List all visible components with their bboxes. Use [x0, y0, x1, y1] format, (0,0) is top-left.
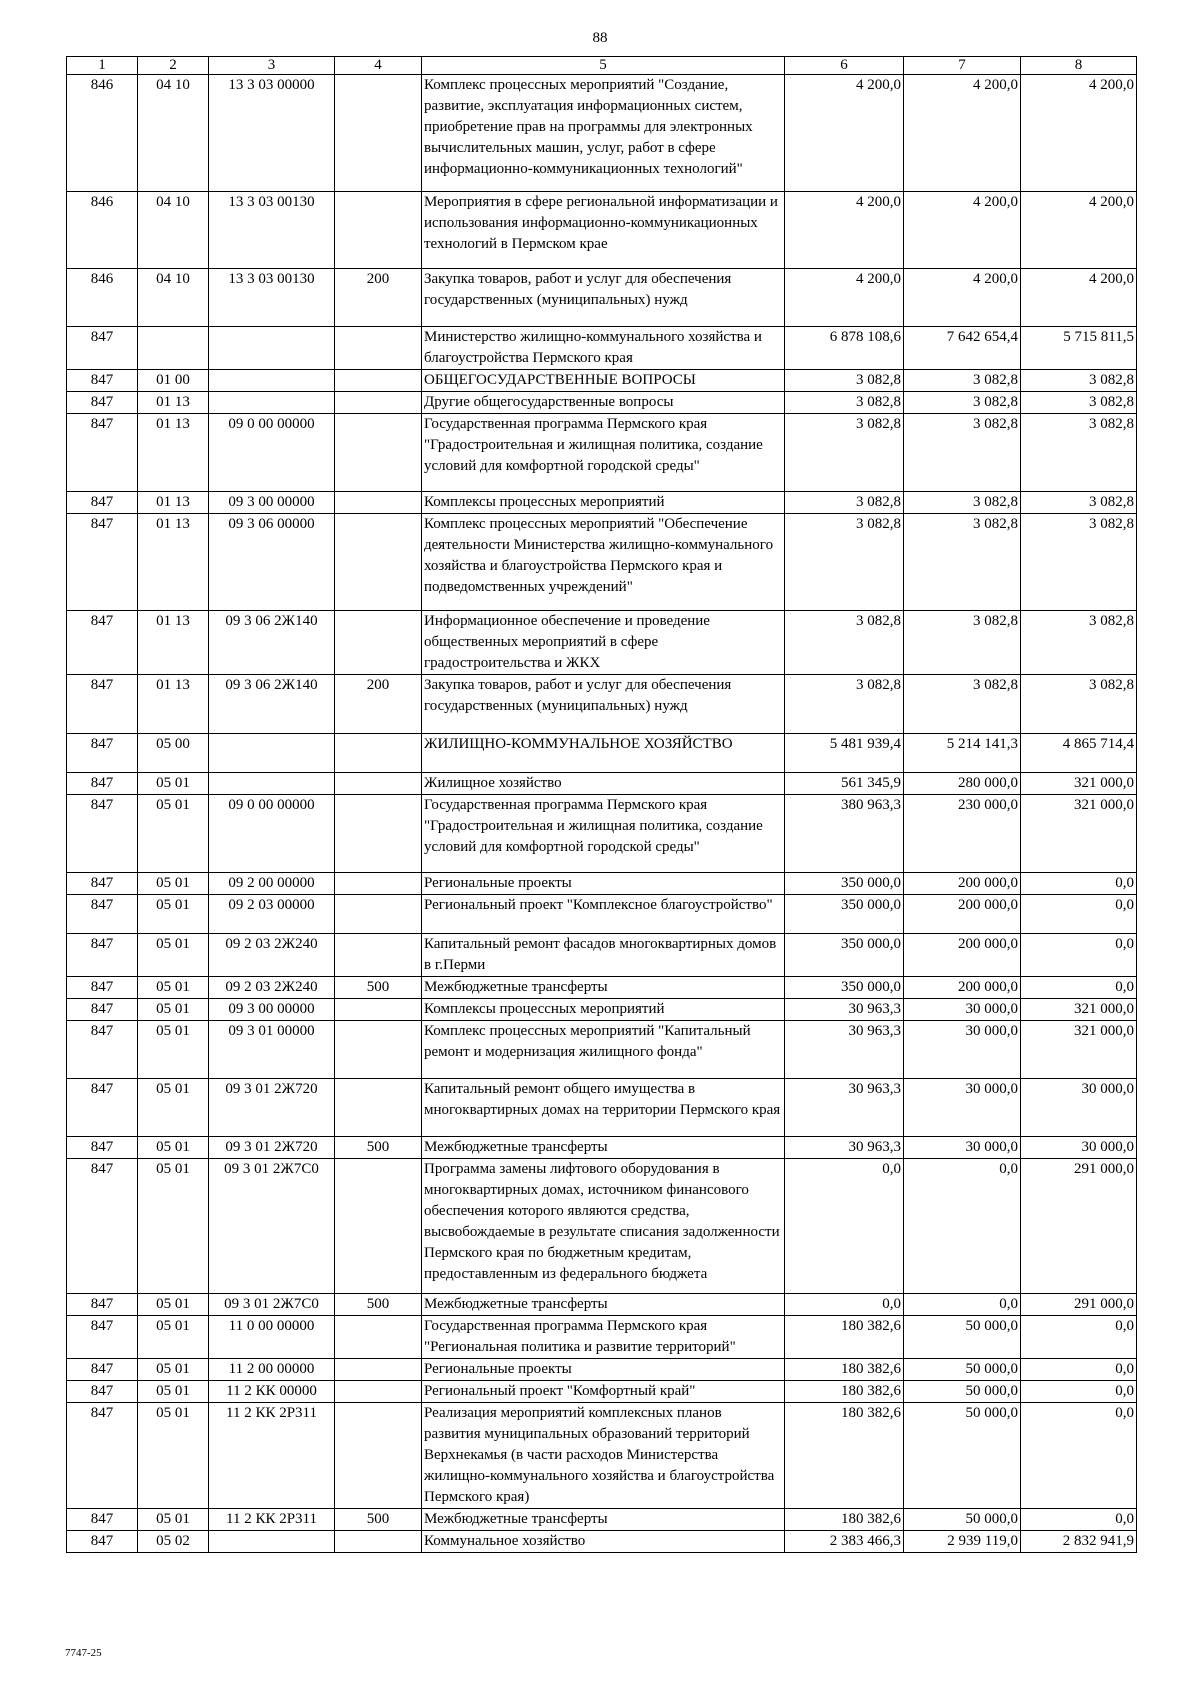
cell-amount-year1: 5 481 939,4 [785, 734, 904, 773]
cell-amount-year3: 4 200,0 [1021, 75, 1137, 192]
cell-ministry-code: 847 [67, 1509, 138, 1531]
cell-amount-year3: 3 082,8 [1021, 675, 1137, 734]
cell-target-article: 09 3 06 2Ж140 [209, 675, 335, 734]
cell-expense-type [335, 75, 422, 192]
cell-ministry-code: 846 [67, 269, 138, 327]
cell-section-code: 05 01 [138, 1381, 209, 1403]
cell-amount-year3: 321 000,0 [1021, 999, 1137, 1021]
cell-amount-year3: 0,0 [1021, 1381, 1137, 1403]
cell-ministry-code: 847 [67, 1403, 138, 1509]
cell-ministry-code: 847 [67, 392, 138, 414]
cell-amount-year3: 3 082,8 [1021, 414, 1137, 492]
cell-amount-year2: 4 200,0 [904, 192, 1021, 269]
cell-amount-year2: 30 000,0 [904, 1137, 1021, 1159]
cell-description: Государственная программа Пермского края "Градостроительная и жилищная политика, создание условий для комфортной городской среды" [422, 795, 785, 873]
cell-target-article [209, 773, 335, 795]
cell-amount-year1: 180 382,6 [785, 1316, 904, 1359]
cell-expense-type [335, 414, 422, 492]
cell-amount-year3: 2 832 941,9 [1021, 1531, 1137, 1553]
table-row [67, 1531, 1137, 1553]
cell-description: Государственная программа Пермского края "Региональная политика и развитие территорий" [422, 1316, 785, 1359]
cell-description: Министерство жилищно-коммунального хозяйства и благоустройства Пермского края [422, 327, 785, 370]
table-row [67, 734, 1137, 773]
table-row [67, 514, 1137, 611]
cell-expense-type [335, 734, 422, 773]
cell-amount-year2: 50 000,0 [904, 1316, 1021, 1359]
cell-amount-year2: 3 082,8 [904, 414, 1021, 492]
table-row [67, 611, 1137, 675]
cell-amount-year2: 3 082,8 [904, 392, 1021, 414]
cell-amount-year3: 30 000,0 [1021, 1079, 1137, 1137]
cell-expense-type [335, 873, 422, 895]
cell-ministry-code: 847 [67, 773, 138, 795]
table-row [67, 1294, 1137, 1316]
cell-amount-year1: 30 963,3 [785, 1079, 904, 1137]
cell-amount-year1: 3 082,8 [785, 414, 904, 492]
cell-description: Капитальный ремонт фасадов многоквартирных домов в г.Перми [422, 934, 785, 977]
header-cell: 7 [904, 57, 1021, 75]
cell-amount-year2: 200 000,0 [904, 934, 1021, 977]
cell-section-code [138, 327, 209, 370]
table-row [67, 269, 1137, 327]
cell-target-article: 13 3 03 00000 [209, 75, 335, 192]
cell-target-article: 09 0 00 00000 [209, 795, 335, 873]
cell-ministry-code: 847 [67, 1316, 138, 1359]
header-cell: 4 [335, 57, 422, 75]
cell-target-article: 11 2 00 00000 [209, 1359, 335, 1381]
table-body [67, 75, 1137, 1553]
table-row [67, 1159, 1137, 1294]
header-cell: 8 [1021, 57, 1137, 75]
table-row [67, 795, 1137, 873]
table-row [67, 327, 1137, 370]
cell-target-article: 11 2 КК 2Р311 [209, 1403, 335, 1509]
cell-section-code: 05 01 [138, 1509, 209, 1531]
header-row [67, 57, 1137, 75]
cell-description: Комплекс процессных мероприятий "Капитальный ремонт и модернизация жилищного фонда" [422, 1021, 785, 1079]
cell-target-article: 11 2 КК 00000 [209, 1381, 335, 1403]
cell-section-code: 05 01 [138, 934, 209, 977]
cell-expense-type [335, 1079, 422, 1137]
cell-amount-year2: 50 000,0 [904, 1403, 1021, 1509]
cell-amount-year3: 3 082,8 [1021, 514, 1137, 611]
cell-expense-type: 200 [335, 269, 422, 327]
header-cell: 6 [785, 57, 904, 75]
cell-amount-year3: 0,0 [1021, 1509, 1137, 1531]
cell-ministry-code: 847 [67, 1359, 138, 1381]
cell-target-article: 09 3 00 00000 [209, 492, 335, 514]
cell-amount-year3: 5 715 811,5 [1021, 327, 1137, 370]
cell-expense-type [335, 773, 422, 795]
cell-section-code: 04 10 [138, 269, 209, 327]
cell-amount-year3: 0,0 [1021, 873, 1137, 895]
cell-target-article: 09 3 01 2Ж7С0 [209, 1159, 335, 1294]
table-row [67, 773, 1137, 795]
table-row [67, 895, 1137, 934]
cell-description: Межбюджетные трансферты [422, 1509, 785, 1531]
table-row [67, 75, 1137, 192]
cell-amount-year3: 321 000,0 [1021, 795, 1137, 873]
cell-amount-year2: 7 642 654,4 [904, 327, 1021, 370]
cell-ministry-code: 846 [67, 192, 138, 269]
cell-section-code: 05 01 [138, 1137, 209, 1159]
cell-description: Региональный проект "Комплексное благоустройство" [422, 895, 785, 934]
page-number: 88 [592, 30, 608, 46]
cell-section-code: 05 00 [138, 734, 209, 773]
table-row [67, 1316, 1137, 1359]
cell-amount-year3: 3 082,8 [1021, 392, 1137, 414]
cell-section-code: 05 01 [138, 977, 209, 999]
cell-amount-year3: 3 082,8 [1021, 370, 1137, 392]
cell-section-code: 05 01 [138, 795, 209, 873]
table-row [67, 1359, 1137, 1381]
cell-amount-year1: 180 382,6 [785, 1381, 904, 1403]
cell-section-code: 05 01 [138, 999, 209, 1021]
cell-description: Региональные проекты [422, 1359, 785, 1381]
cell-expense-type [335, 1159, 422, 1294]
cell-amount-year1: 350 000,0 [785, 873, 904, 895]
cell-amount-year2: 0,0 [904, 1159, 1021, 1294]
cell-section-code: 05 01 [138, 1403, 209, 1509]
cell-target-article: 09 2 03 2Ж240 [209, 934, 335, 977]
cell-amount-year2: 30 000,0 [904, 999, 1021, 1021]
cell-description: Комплекс процессных мероприятий "Создание, развитие, эксплуатация информационных систем, приобретение прав на программы для электронных вычислительных машин, услуг, работ в сфере информационно-коммуникационных технологий" [422, 75, 785, 192]
cell-section-code: 05 01 [138, 895, 209, 934]
cell-expense-type: 500 [335, 1137, 422, 1159]
cell-section-code: 01 00 [138, 370, 209, 392]
table-row [67, 999, 1137, 1021]
cell-amount-year1: 4 200,0 [785, 75, 904, 192]
cell-amount-year2: 230 000,0 [904, 795, 1021, 873]
cell-section-code: 04 10 [138, 75, 209, 192]
table-row [67, 370, 1137, 392]
cell-amount-year2: 3 082,8 [904, 514, 1021, 611]
cell-target-article: 09 2 03 2Ж240 [209, 977, 335, 999]
cell-expense-type [335, 370, 422, 392]
cell-expense-type [335, 1381, 422, 1403]
cell-description: Программа замены лифтового оборудования в многоквартирных домах, источником финансового обеспечения которого являются средства, высвобождаемые в результате списания задолженности Пермского края по бюджетным кредитам, предоставленным из федерального бюджета [422, 1159, 785, 1294]
table-row [67, 1381, 1137, 1403]
cell-target-article: 09 2 00 00000 [209, 873, 335, 895]
cell-section-code: 01 13 [138, 611, 209, 675]
cell-target-article: 09 3 06 2Ж140 [209, 611, 335, 675]
cell-expense-type [335, 192, 422, 269]
cell-description: Другие общегосударственные вопросы [422, 392, 785, 414]
table-row [67, 192, 1137, 269]
cell-amount-year2: 280 000,0 [904, 773, 1021, 795]
cell-expense-type [335, 492, 422, 514]
cell-expense-type [335, 1359, 422, 1381]
cell-description: Закупка товаров, работ и услуг для обеспечения государственных (муниципальных) нужд [422, 269, 785, 327]
cell-section-code: 05 02 [138, 1531, 209, 1553]
cell-target-article: 13 3 03 00130 [209, 192, 335, 269]
cell-expense-type [335, 327, 422, 370]
cell-description: Закупка товаров, работ и услуг для обеспечения государственных (муниципальных) нужд [422, 675, 785, 734]
cell-amount-year2: 4 200,0 [904, 75, 1021, 192]
cell-target-article: 13 3 03 00130 [209, 269, 335, 327]
cell-section-code: 05 01 [138, 1159, 209, 1294]
cell-section-code: 01 13 [138, 492, 209, 514]
cell-amount-year1: 350 000,0 [785, 934, 904, 977]
cell-amount-year1: 4 200,0 [785, 192, 904, 269]
cell-amount-year2: 3 082,8 [904, 611, 1021, 675]
cell-target-article: 09 0 00 00000 [209, 414, 335, 492]
cell-description: Жилищное хозяйство [422, 773, 785, 795]
cell-target-article: 11 0 00 00000 [209, 1316, 335, 1359]
cell-description: Комплексы процессных мероприятий [422, 492, 785, 514]
cell-amount-year3: 30 000,0 [1021, 1137, 1137, 1159]
cell-target-article: 09 3 01 2Ж720 [209, 1137, 335, 1159]
cell-ministry-code: 847 [67, 1079, 138, 1137]
cell-amount-year2: 3 082,8 [904, 370, 1021, 392]
table-row [67, 1021, 1137, 1079]
cell-target-article [209, 370, 335, 392]
cell-ministry-code: 847 [67, 327, 138, 370]
cell-amount-year2: 0,0 [904, 1294, 1021, 1316]
cell-description: Комплексы процессных мероприятий [422, 999, 785, 1021]
cell-ministry-code: 846 [67, 75, 138, 192]
cell-amount-year1: 3 082,8 [785, 392, 904, 414]
cell-ministry-code: 847 [67, 414, 138, 492]
header-cell: 2 [138, 57, 209, 75]
cell-expense-type: 200 [335, 675, 422, 734]
cell-ministry-code: 847 [67, 999, 138, 1021]
cell-amount-year1: 6 878 108,6 [785, 327, 904, 370]
cell-expense-type [335, 1531, 422, 1553]
cell-amount-year3: 0,0 [1021, 934, 1137, 977]
table-row [67, 1137, 1137, 1159]
cell-amount-year1: 3 082,8 [785, 675, 904, 734]
cell-expense-type: 500 [335, 977, 422, 999]
cell-description: Коммунальное хозяйство [422, 1531, 785, 1553]
cell-expense-type [335, 795, 422, 873]
cell-amount-year2: 4 200,0 [904, 269, 1021, 327]
cell-target-article [209, 392, 335, 414]
cell-amount-year1: 0,0 [785, 1159, 904, 1294]
cell-amount-year1: 350 000,0 [785, 895, 904, 934]
cell-amount-year3: 4 200,0 [1021, 192, 1137, 269]
cell-amount-year2: 50 000,0 [904, 1359, 1021, 1381]
header-cell: 1 [67, 57, 138, 75]
table-row [67, 392, 1137, 414]
cell-target-article: 11 2 КК 2Р311 [209, 1509, 335, 1531]
cell-amount-year1: 380 963,3 [785, 795, 904, 873]
cell-target-article: 09 2 03 00000 [209, 895, 335, 934]
cell-ministry-code: 847 [67, 675, 138, 734]
cell-description: Капитальный ремонт общего имущества в многоквартирных домах на территории Пермского края [422, 1079, 785, 1137]
cell-amount-year1: 30 963,3 [785, 999, 904, 1021]
table-row [67, 675, 1137, 734]
cell-description: ЖИЛИЩНО-КОММУНАЛЬНОЕ ХОЗЯЙСТВО [422, 734, 785, 773]
cell-description: Информационное обеспечение и проведение общественных мероприятий в сфере градостроительства и ЖКХ [422, 611, 785, 675]
cell-expense-type [335, 934, 422, 977]
cell-section-code: 01 13 [138, 414, 209, 492]
cell-description: Реализация мероприятий комплексных планов развития муниципальных образований территорий Верхнекамья (в части расходов Министерства жилищно-коммунального хозяйства и благоустройства Пермского края) [422, 1403, 785, 1509]
cell-amount-year1: 180 382,6 [785, 1509, 904, 1531]
cell-section-code: 05 01 [138, 1021, 209, 1079]
table-row [67, 1403, 1137, 1509]
cell-amount-year3: 0,0 [1021, 1403, 1137, 1509]
cell-amount-year3: 291 000,0 [1021, 1159, 1137, 1294]
cell-amount-year1: 2 383 466,3 [785, 1531, 904, 1553]
cell-description: Государственная программа Пермского края "Градостроительная и жилищная политика, создание условий для комфортной городской среды" [422, 414, 785, 492]
table-row [67, 1509, 1137, 1531]
cell-amount-year2: 200 000,0 [904, 977, 1021, 999]
header-cell: 3 [209, 57, 335, 75]
cell-target-article [209, 734, 335, 773]
cell-expense-type [335, 514, 422, 611]
cell-amount-year1: 3 082,8 [785, 370, 904, 392]
cell-description: Комплекс процессных мероприятий "Обеспечение деятельности Министерства жилищно-коммунального хозяйства и благоустройства Пермского края и подведомственных учреждений" [422, 514, 785, 611]
cell-ministry-code: 847 [67, 895, 138, 934]
cell-expense-type: 500 [335, 1294, 422, 1316]
cell-amount-year2: 30 000,0 [904, 1079, 1021, 1137]
cell-section-code: 01 13 [138, 392, 209, 414]
cell-amount-year3: 4 200,0 [1021, 269, 1137, 327]
cell-amount-year2: 3 082,8 [904, 492, 1021, 514]
cell-amount-year1: 180 382,6 [785, 1403, 904, 1509]
table-row [67, 492, 1137, 514]
cell-ministry-code: 847 [67, 873, 138, 895]
cell-amount-year1: 0,0 [785, 1294, 904, 1316]
cell-section-code: 05 01 [138, 1359, 209, 1381]
table-row [67, 873, 1137, 895]
cell-amount-year2: 200 000,0 [904, 895, 1021, 934]
cell-amount-year3: 3 082,8 [1021, 492, 1137, 514]
cell-ministry-code: 847 [67, 1159, 138, 1294]
cell-amount-year1: 180 382,6 [785, 1359, 904, 1381]
cell-ministry-code: 847 [67, 514, 138, 611]
cell-target-article [209, 327, 335, 370]
table-row [67, 1079, 1137, 1137]
cell-section-code: 05 01 [138, 1294, 209, 1316]
budget-table [66, 56, 1137, 1553]
cell-description: Межбюджетные трансферты [422, 1294, 785, 1316]
cell-amount-year1: 3 082,8 [785, 514, 904, 611]
cell-amount-year1: 561 345,9 [785, 773, 904, 795]
cell-ministry-code: 847 [67, 1021, 138, 1079]
cell-amount-year3: 0,0 [1021, 895, 1137, 934]
table-row [67, 977, 1137, 999]
cell-ministry-code: 847 [67, 1137, 138, 1159]
cell-amount-year3: 0,0 [1021, 977, 1137, 999]
cell-amount-year2: 2 939 119,0 [904, 1531, 1021, 1553]
cell-ministry-code: 847 [67, 1381, 138, 1403]
cell-amount-year1: 3 082,8 [785, 492, 904, 514]
cell-section-code: 05 01 [138, 1316, 209, 1359]
cell-ministry-code: 847 [67, 1531, 138, 1553]
cell-amount-year3: 3 082,8 [1021, 611, 1137, 675]
cell-amount-year3: 0,0 [1021, 1359, 1137, 1381]
cell-description: Региональные проекты [422, 873, 785, 895]
cell-amount-year2: 50 000,0 [904, 1509, 1021, 1531]
cell-amount-year3: 291 000,0 [1021, 1294, 1137, 1316]
cell-target-article [209, 1531, 335, 1553]
cell-section-code: 05 01 [138, 873, 209, 895]
cell-expense-type: 500 [335, 1509, 422, 1531]
cell-section-code: 04 10 [138, 192, 209, 269]
cell-amount-year3: 0,0 [1021, 1316, 1137, 1359]
cell-section-code: 01 13 [138, 514, 209, 611]
table-row [67, 934, 1137, 977]
cell-section-code: 05 01 [138, 1079, 209, 1137]
cell-description: Межбюджетные трансферты [422, 1137, 785, 1159]
cell-target-article: 09 3 01 00000 [209, 1021, 335, 1079]
cell-ministry-code: 847 [67, 934, 138, 977]
cell-ministry-code: 847 [67, 492, 138, 514]
cell-target-article: 09 3 01 2Ж7С0 [209, 1294, 335, 1316]
cell-amount-year1: 3 082,8 [785, 611, 904, 675]
cell-amount-year2: 3 082,8 [904, 675, 1021, 734]
header-cell: 5 [422, 57, 785, 75]
cell-target-article: 09 3 01 2Ж720 [209, 1079, 335, 1137]
cell-description: ОБЩЕГОСУДАРСТВЕННЫЕ ВОПРОСЫ [422, 370, 785, 392]
cell-ministry-code: 847 [67, 1294, 138, 1316]
cell-amount-year2: 200 000,0 [904, 873, 1021, 895]
cell-ministry-code: 847 [67, 977, 138, 999]
document-code: 7747-25 [65, 1647, 102, 1659]
cell-description: Мероприятия в сфере региональной информатизации и использования информационно-коммуникационных технологий в Пермском крае [422, 192, 785, 269]
cell-expense-type [335, 1316, 422, 1359]
cell-amount-year3: 321 000,0 [1021, 773, 1137, 795]
cell-ministry-code: 847 [67, 611, 138, 675]
cell-description: Межбюджетные трансферты [422, 977, 785, 999]
cell-expense-type [335, 999, 422, 1021]
cell-target-article: 09 3 06 00000 [209, 514, 335, 611]
cell-amount-year2: 5 214 141,3 [904, 734, 1021, 773]
cell-ministry-code: 847 [67, 370, 138, 392]
cell-target-article: 09 3 00 00000 [209, 999, 335, 1021]
cell-amount-year3: 4 865 714,4 [1021, 734, 1137, 773]
cell-amount-year3: 321 000,0 [1021, 1021, 1137, 1079]
cell-expense-type [335, 895, 422, 934]
cell-expense-type [335, 611, 422, 675]
cell-amount-year1: 350 000,0 [785, 977, 904, 999]
cell-section-code: 05 01 [138, 773, 209, 795]
table-row [67, 414, 1137, 492]
cell-amount-year1: 4 200,0 [785, 269, 904, 327]
cell-expense-type [335, 1403, 422, 1509]
cell-ministry-code: 847 [67, 795, 138, 873]
cell-amount-year2: 30 000,0 [904, 1021, 1021, 1079]
cell-amount-year1: 30 963,3 [785, 1021, 904, 1079]
cell-amount-year2: 50 000,0 [904, 1381, 1021, 1403]
cell-expense-type [335, 392, 422, 414]
cell-ministry-code: 847 [67, 734, 138, 773]
cell-amount-year1: 30 963,3 [785, 1137, 904, 1159]
cell-section-code: 01 13 [138, 675, 209, 734]
cell-expense-type [335, 1021, 422, 1079]
cell-description: Региональный проект "Комфортный край" [422, 1381, 785, 1403]
